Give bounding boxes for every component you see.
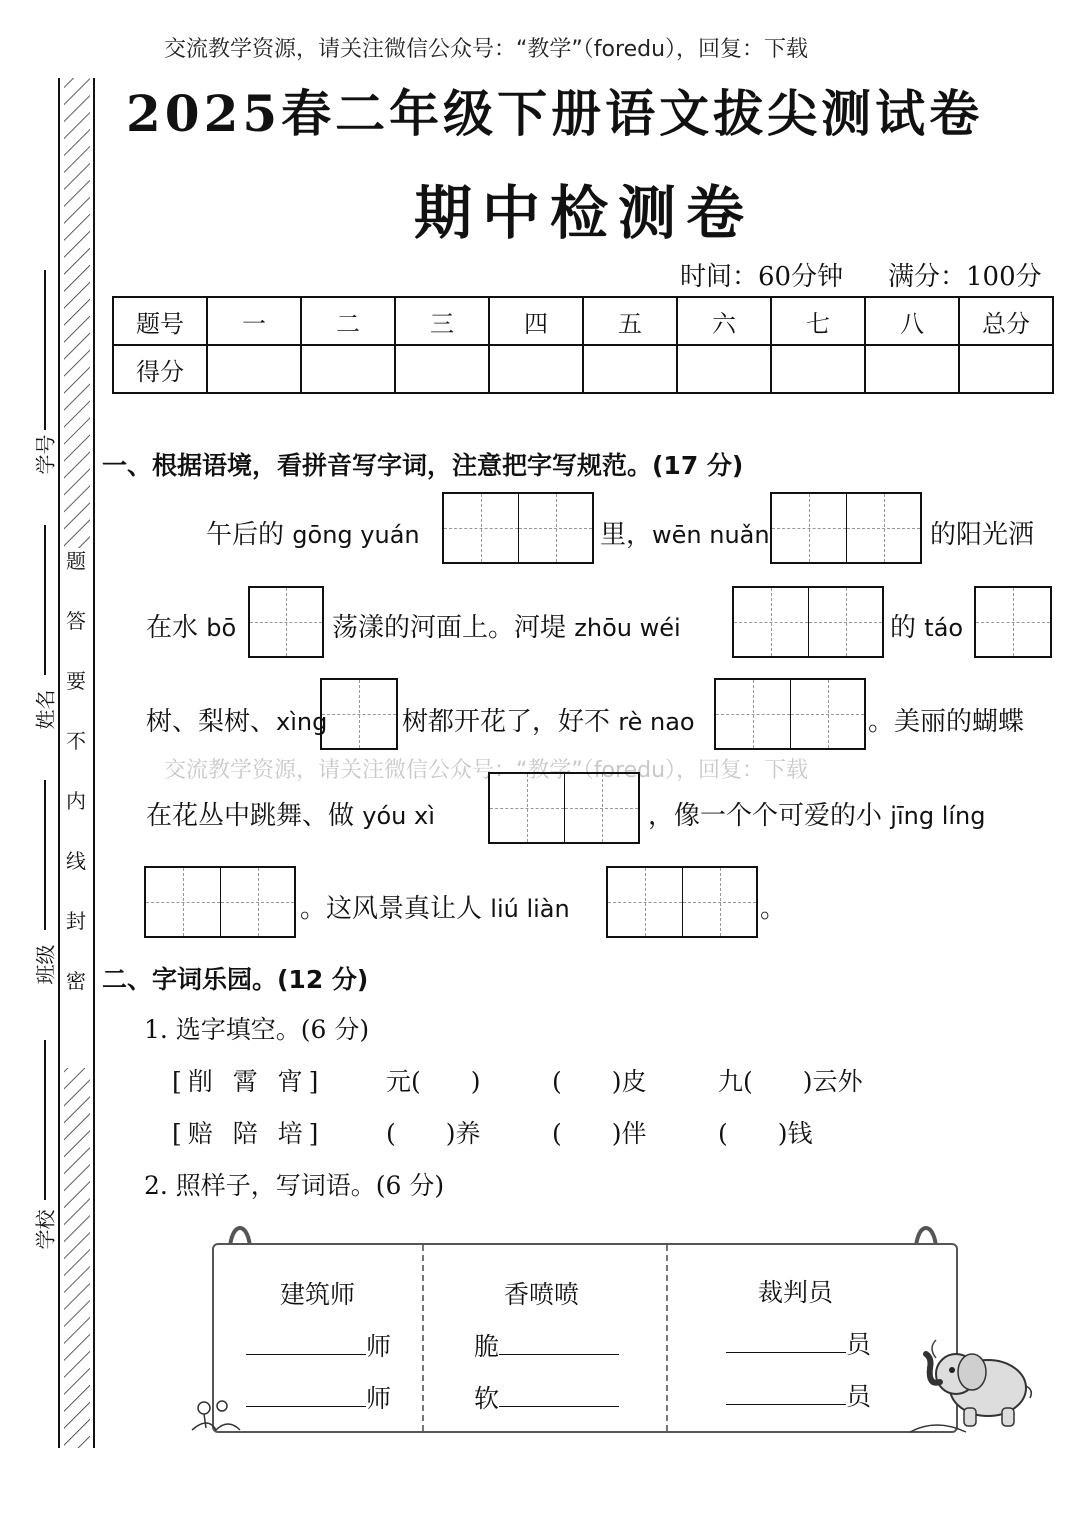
class-label: 班级 — [33, 944, 58, 985]
suffix: 师 — [366, 1332, 392, 1361]
section1-heading: 一、根据语境，看拼音写字词，注意把字写规范。(17 分) — [102, 451, 744, 480]
prefix: 软 — [474, 1384, 500, 1413]
score-header-cell: 二 — [301, 297, 395, 345]
score-input-cell[interactable] — [395, 345, 489, 393]
board-col-shi — [214, 1245, 422, 1431]
s1-line2-b — [332, 607, 681, 644]
score-table — [112, 296, 1054, 394]
pinyin: liú liàn — [490, 895, 570, 923]
q2-title: 2. 照样子，写词语。(6 分) — [144, 1171, 445, 1200]
example-word: 裁判员 — [758, 1278, 834, 1307]
pinyin: wēn nuǎn — [652, 521, 770, 549]
elephant-icon — [906, 1328, 1038, 1436]
q1-row2-item[interactable]: ( )钱 — [718, 1119, 813, 1148]
score-header-cell: 一 — [207, 297, 301, 345]
q1-title: 1. 选字填空。(6 分) — [144, 1015, 370, 1044]
section2-heading: 二、字词乐园。(12 分) — [102, 965, 369, 994]
suffix: 员 — [846, 1330, 872, 1359]
binding-strip — [56, 78, 98, 1450]
suffix: 师 — [366, 1384, 392, 1413]
s1-line1-a — [206, 514, 420, 551]
pinyin: zhōu wéi — [574, 614, 681, 642]
pinyin: yóu xì — [362, 802, 435, 830]
s1-text: 里， — [600, 520, 653, 550]
score-table-score-row — [113, 345, 1053, 393]
answer-row[interactable] — [474, 1327, 619, 1363]
s1-text: ，像一个个可爱的小 — [648, 801, 883, 831]
writing-box-jingling[interactable] — [144, 866, 296, 938]
s1-text: 在水 — [146, 613, 199, 643]
s1-text: 在花丛中跳舞、做 — [146, 801, 355, 831]
answer-row[interactable] — [726, 1325, 871, 1361]
seal-char: 线 — [66, 849, 86, 873]
s1-line5-a — [300, 888, 570, 925]
score-input-cell[interactable] — [301, 345, 395, 393]
score-table-header-row — [113, 297, 1053, 345]
score-header-cell: 六 — [677, 297, 771, 345]
suffix: 员 — [846, 1382, 872, 1411]
seal-char: 不 — [66, 729, 86, 753]
s1-line5-b: 。 — [760, 894, 787, 924]
q1-row1-item[interactable]: 九( )云外 — [718, 1067, 863, 1096]
seal-char: 封 — [66, 909, 86, 933]
board-col-penpen — [422, 1245, 666, 1431]
s1-line4-b — [648, 795, 985, 832]
example-word: 香喷喷 — [504, 1280, 580, 1309]
s1-line3-a — [146, 701, 327, 738]
score-header-cell: 总分 — [959, 297, 1053, 345]
score-header-cell: 七 — [771, 297, 865, 345]
student-id-label: 学号 — [33, 434, 58, 475]
s1-text: 树都开花了，好不 — [402, 707, 611, 737]
s1-line3-b — [402, 701, 695, 738]
prefix: 脆 — [474, 1332, 500, 1361]
writing-box-bo[interactable] — [248, 586, 324, 658]
pinyin: táo — [924, 614, 964, 642]
score-input-cell[interactable] — [959, 345, 1053, 393]
score-header-cell: 八 — [865, 297, 959, 345]
pinyin: gōng yuán — [292, 521, 420, 549]
score-input-cell[interactable] — [207, 345, 301, 393]
example-word: 建筑师 — [280, 1280, 356, 1309]
q1-row1-bank: [削 霄 宵] — [172, 1067, 325, 1096]
writing-box-gongyuan[interactable] — [442, 492, 594, 564]
answer-row[interactable] — [726, 1377, 871, 1413]
s1-line3-c: 。美丽的蝴蝶 — [868, 707, 1025, 737]
writing-box-zhouwei[interactable] — [732, 586, 884, 658]
page-title: 2025春二年级下册语文拔尖测试卷 — [126, 84, 984, 143]
example-board — [212, 1243, 958, 1433]
class-line[interactable] — [44, 780, 46, 930]
s1-line4-a — [146, 795, 435, 832]
seal-char: 要 — [66, 669, 86, 693]
score-header-cell: 题号 — [113, 297, 207, 345]
q1-row2-bank: [赔 陪 培] — [172, 1119, 325, 1148]
answer-row[interactable] — [474, 1379, 619, 1415]
s1-text: 。这风景真让人 — [300, 894, 483, 924]
answer-row[interactable] — [246, 1327, 391, 1363]
score-row-label: 得分 — [113, 345, 207, 393]
score-input-cell[interactable] — [677, 345, 771, 393]
school-line[interactable] — [44, 1040, 46, 1200]
watermark-middle: 交流教学资源，请关注微信公众号：“教学”（foredu），回复：下载 — [164, 758, 809, 783]
writing-box-liulian[interactable] — [606, 866, 758, 938]
answer-row[interactable] — [246, 1379, 391, 1415]
writing-box-renao[interactable] — [714, 678, 866, 750]
name-line[interactable] — [44, 525, 46, 675]
s1-line1-c: 的阳光洒 — [930, 520, 1035, 550]
score-header-cell: 三 — [395, 297, 489, 345]
score-input-cell[interactable] — [771, 345, 865, 393]
school-label: 学校 — [33, 1209, 58, 1250]
pinyin: xìng — [276, 708, 328, 736]
writing-box-wennuan[interactable] — [770, 492, 922, 564]
student-id-line[interactable] — [44, 270, 46, 430]
s1-line1-b — [600, 514, 770, 551]
score-input-cell[interactable] — [489, 345, 583, 393]
s1-text: 的 — [890, 613, 917, 643]
pinyin: jīng líng — [890, 802, 986, 830]
full-score: 满分：100分 — [888, 262, 1042, 292]
seal-char: 内 — [66, 789, 86, 813]
s1-text: 午后的 — [206, 520, 285, 550]
writing-box-tao[interactable] — [974, 586, 1052, 658]
pinyin: bō — [206, 614, 237, 642]
s1-line2-c — [890, 607, 963, 644]
score-input-cell[interactable] — [583, 345, 677, 393]
s1-line2-a — [146, 607, 236, 644]
seal-char: 答 — [66, 609, 86, 633]
flower-icon — [188, 1394, 244, 1434]
score-input-cell[interactable] — [865, 345, 959, 393]
pinyin: rè nao — [618, 708, 695, 736]
score-header-cell: 五 — [583, 297, 677, 345]
writing-box-youxi[interactable] — [488, 772, 640, 844]
s1-text: 树、梨树、 — [146, 707, 277, 737]
writing-box-xing[interactable] — [320, 678, 398, 750]
q1-row2-item[interactable]: ( )养 — [386, 1119, 481, 1148]
s1-text: 荡漾的河面上。河堤 — [332, 613, 567, 643]
name-label: 姓名 — [33, 689, 58, 730]
page-subtitle: 期中检测卷 — [414, 179, 755, 247]
exam-time: 时间：60分钟 — [680, 262, 844, 292]
watermark-top: 交流教学资源，请关注微信公众号：“教学”（foredu），回复：下载 — [164, 37, 809, 62]
q1-row1-item[interactable]: 元( ) — [386, 1067, 481, 1096]
q1-row2-item[interactable]: ( )伴 — [552, 1119, 647, 1148]
seal-char: 密 — [66, 969, 86, 993]
score-header-cell: 四 — [489, 297, 583, 345]
seal-char: 题 — [66, 549, 86, 573]
q1-row1-item[interactable]: ( )皮 — [552, 1067, 647, 1096]
